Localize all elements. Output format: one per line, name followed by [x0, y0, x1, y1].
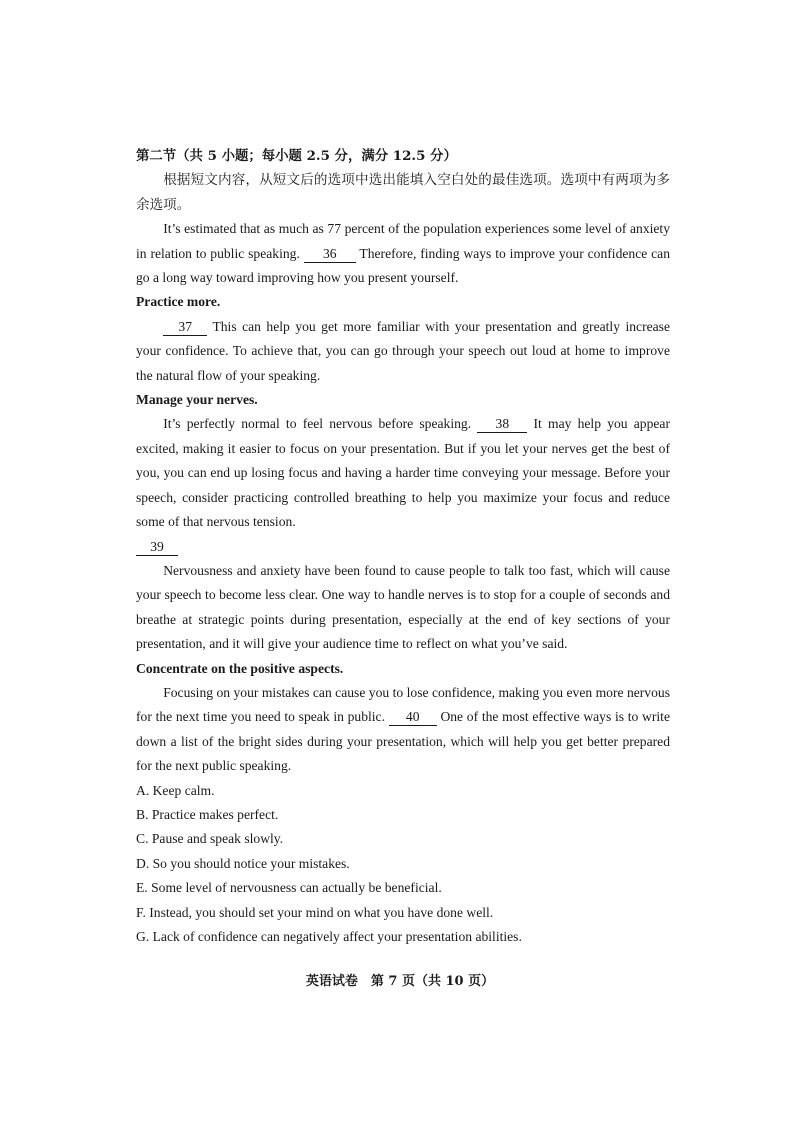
section-title: 第二节（共 5 小题；每小题 2.5 分，满分 12.5 分） [136, 148, 457, 164]
option-g: G. Lack of confidence can negatively affect your presentation abilities. [136, 929, 522, 944]
option-b: B. Practice makes perfect. [136, 806, 279, 822]
positive-text-b: One of the most effective ways is to write down a list of the bright sides during your presentation, which will help you get better prepared for the next public speaking. [136, 709, 670, 774]
intro-paragraph [136, 217, 670, 290]
options-list [136, 779, 670, 950]
section-instruction: 根据短文内容，从短文后的选项中选出能填入空白处的最佳选项。选项中有两项为多余选项。 [136, 172, 670, 212]
practice-text: This can help you get more familiar with your presentation and greatly increase your confidence. To achieve that, you can go through your speech out loud at home to improve the natural flow of your speaking. [136, 318, 671, 383]
nerves-text-b: It may help you appear excited, making it easier to focus on your presentation. But if you let your nerves get the best of you, you can end up losing focus and having a harder time conveying your message. Before your speech, consider practicing controlled breathing to help you maximize your focus and reduce some of that nervous tension. [136, 416, 670, 530]
reading-section [136, 144, 670, 949]
blank-36: 36 [304, 245, 356, 263]
option-f: F. Instead, you should set your mind on what you have done well. [136, 904, 494, 920]
pause-paragraph: Nervousness and anxiety have been found to cause people to talk too fast, which will cause your speech to become less clear. One way to handle nerves is to stop for a couple of seconds and breathe at strategic points during presentation, especially at the end of key sections of your presentation, and it will give your audience time to reflect on what you’ve said. [136, 562, 670, 652]
blank-38: 38 [477, 415, 527, 433]
intro-text-a: It’s estimated that as much as 77 percent of the population experiences some level of anxiety in relation to public speaking. [136, 221, 670, 261]
nerves-text-a: It’s perfectly normal to feel nervous before speaking. [163, 416, 472, 432]
positive-paragraph [136, 681, 670, 779]
option-c: C. Pause and speak slowly. [136, 831, 284, 847]
blank-40: 40 [389, 708, 437, 726]
option-a: A. Keep calm. [136, 782, 215, 798]
practice-paragraph [136, 315, 670, 388]
heading-practice-more: Practice more. [136, 294, 221, 310]
nerves-paragraph [136, 412, 670, 534]
intro-text-b: Therefore, finding ways to improve your confidence can go a long way toward improving how you present yourself. [136, 245, 670, 286]
option-e: E. Some level of nervousness can actually be beneficial. [136, 880, 442, 896]
positive-text-a: Focusing on your mistakes can cause you to lose confidence, making you even more nervous for the next time you need to speak in public. [136, 684, 670, 725]
blank-37: 37 [163, 318, 207, 336]
option-d: D. So you should notice your mistakes. [136, 855, 350, 871]
page-footer: 英语试卷 第 7 页（共 10 页） [305, 974, 495, 989]
blank-39: 39 [136, 538, 178, 556]
heading-positive-aspects: Concentrate on the positive aspects. [136, 660, 344, 676]
heading-manage-nerves: Manage your nerves. [136, 392, 258, 408]
blank-39-heading [136, 535, 670, 559]
